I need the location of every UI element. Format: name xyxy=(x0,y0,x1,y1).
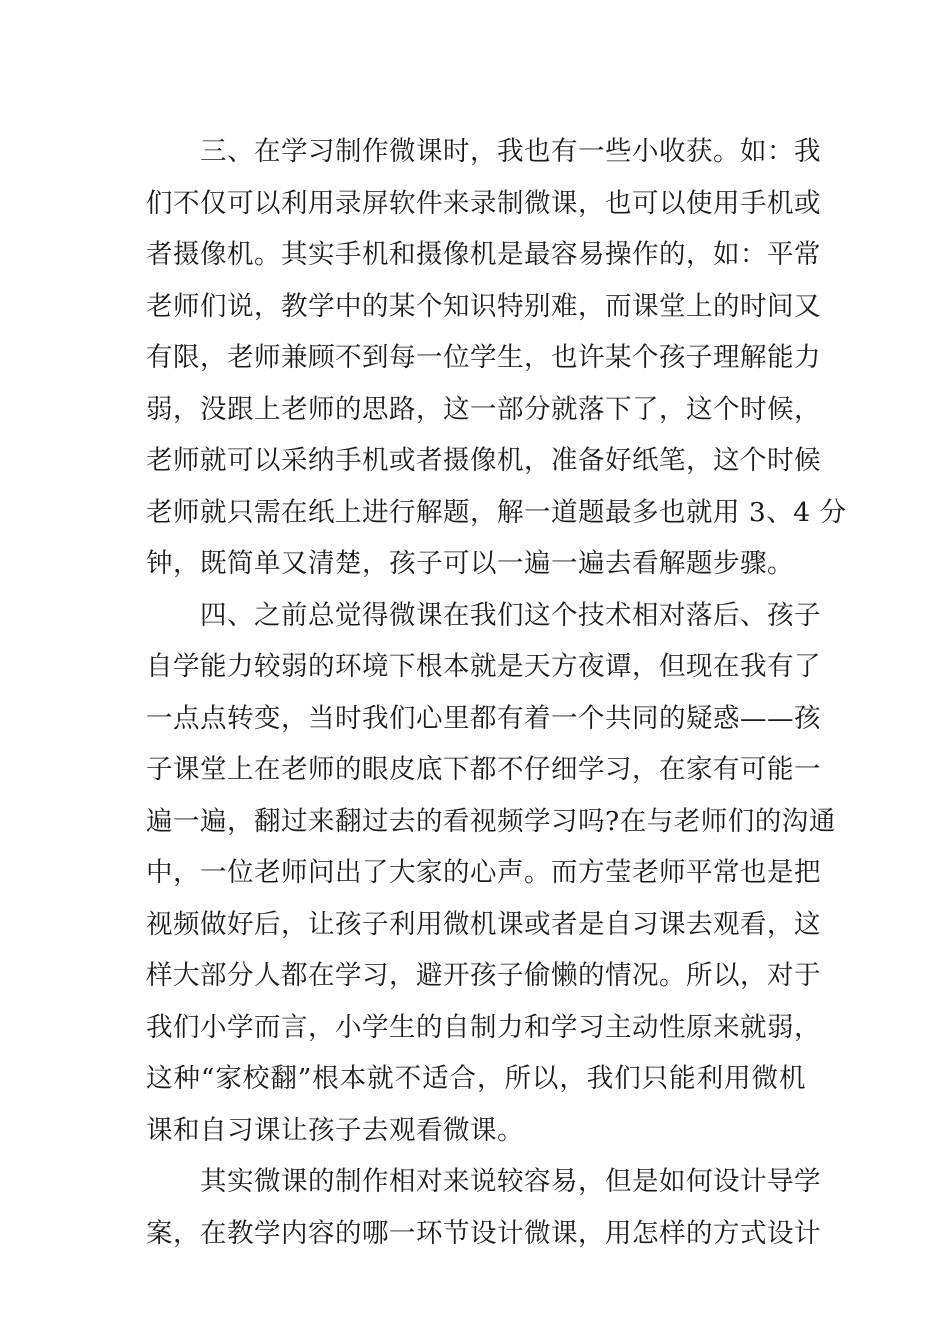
paragraph-3-line-5: 有限，老师兼顾不到每一位学生，也许某个孩子理解能力 xyxy=(146,342,821,373)
paragraph-4-line-2: 自学能力较弱的环境下根本就是天方夜谭，但现在我有了 xyxy=(146,651,821,682)
paragraph-3-line-8: 老师就只需在纸上进行解题，解一道题最多也就用 3、4 分 xyxy=(146,496,847,528)
paragraph-3-line-2: 们不仅可以利用录屏软件来录制微课，也可以使用手机或 xyxy=(146,187,821,219)
paragraph-3-line-4: 老师们说，教学中的某个知识特别难，而课堂上的时间又 xyxy=(146,290,821,322)
paragraph-4-line-11: 课和自习课让孩子去观看微课。 xyxy=(146,1114,524,1146)
paragraph-3-line-1: 三、在学习制作微课时，我也有一些小收获。如：我 xyxy=(200,136,821,167)
paragraph-4-line-3: 一点点转变，当时我们心里都有着一个共同的疑惑——孩 xyxy=(146,702,821,734)
paragraph-4-line-1: 四、之前总觉得微课在我们这个技术相对落后、孩子 xyxy=(200,599,821,631)
paragraph-4-line-6: 中，一位老师问出了大家的心声。而方莹老师平常也是把 xyxy=(146,857,821,888)
paragraph-4-line-7: 视频做好后，让孩子利用微机课或者是自习课去观看，这 xyxy=(146,908,821,940)
paragraph-4-line-4: 子课堂上在老师的眼皮底下都不仔细学习，在家有可能一 xyxy=(146,754,821,785)
paragraph-3-line-6: 弱，没跟上老师的思路，这一部分就落下了，这个时候， xyxy=(146,393,821,425)
paragraph-3-line-3: 者摄像机。其实手机和摄像机是最容易操作的，如：平常 xyxy=(146,239,821,270)
paragraph-3-line-7: 老师就可以采纳手机或者摄像机，准备好纸笔，这个时候 xyxy=(146,445,821,476)
paragraph-4-line-5: 遍一遍，翻过来翻过去的看视频学习吗?在与老师们的沟通 xyxy=(146,805,836,837)
paragraph-4-line-10: 这种“家校翻”根本就不适合，所以，我们只能利用微机 xyxy=(146,1063,806,1094)
paragraph-3-line-9: 钟，既简单又清楚，孩子可以一遍一遍去看解题步骤。 xyxy=(146,548,794,579)
paragraph-5-line-2: 案，在教学内容的哪一环节设计微课，用怎样的方式设计 xyxy=(146,1217,821,1249)
paragraph-5-line-1: 其实微课的制作相对来说较容易，但是如何设计导学 xyxy=(200,1166,821,1197)
paragraph-4-line-9: 我们小学而言，小学生的自制力和学习主动性原来就弱， xyxy=(146,1011,821,1043)
body-text xyxy=(146,126,847,1259)
paragraph-4-line-8: 样大部分人都在学习，避开孩子偷懒的情况。所以，对于 xyxy=(146,960,821,991)
